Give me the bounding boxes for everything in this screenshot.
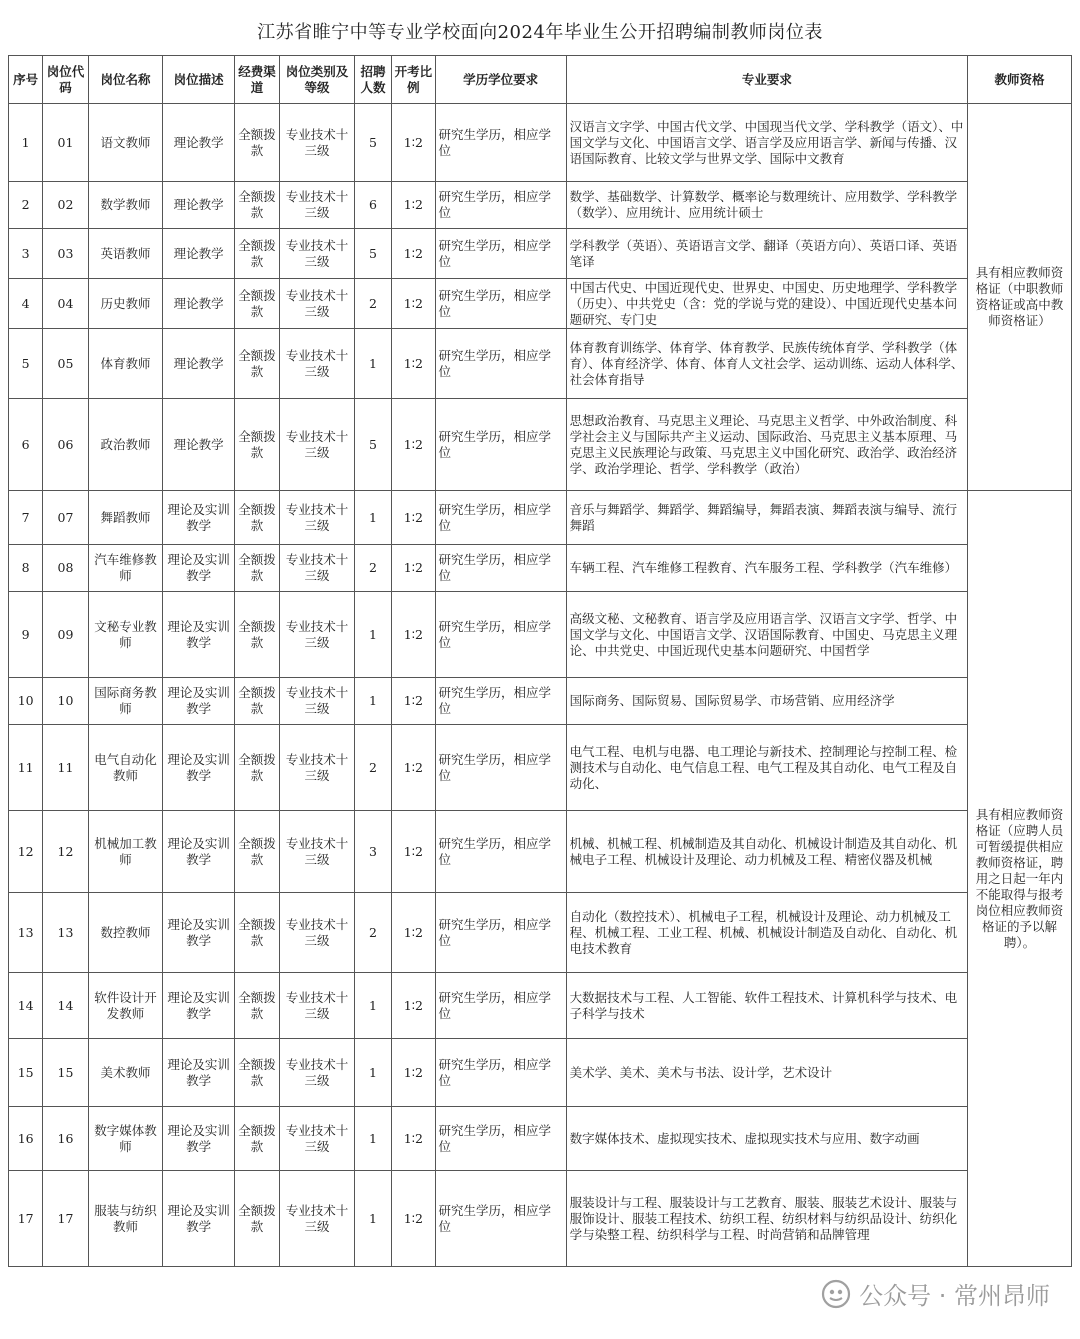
position-code-cell: 10 bbox=[43, 678, 88, 725]
funding-channel-cell: 全额拨款 bbox=[234, 1107, 279, 1171]
major-requirement-cell: 数学、基础数学、计算数学、概率论与数理统计、应用数学、学科教学（数学）、应用统计、应用统计硕士 bbox=[566, 182, 967, 229]
education-requirement-cell: 研究生学历，相应学位 bbox=[435, 725, 566, 811]
funding-channel-cell: 全额拨款 bbox=[234, 182, 279, 229]
education-requirement-cell: 研究生学历，相应学位 bbox=[435, 229, 566, 279]
education-requirement-cell: 研究生学历，相应学位 bbox=[435, 592, 566, 678]
hiring-count-cell: 2 bbox=[354, 725, 391, 811]
table-row bbox=[9, 104, 1072, 182]
hiring-count-cell: 2 bbox=[354, 545, 391, 592]
hiring-count-cell: 1 bbox=[354, 1107, 391, 1171]
major-requirement-cell: 高级文秘、文秘教育、语言学及应用语言学、汉语言文字学、哲学、中国文学与文化、中国语言文学、汉语国际教育、中国史、马克思主义理论、中共党史、中国近现代史基本问题研究、中国哲学 bbox=[566, 592, 967, 678]
position-name-cell: 数学教师 bbox=[88, 182, 163, 229]
header-cell: 岗位名称 bbox=[88, 56, 163, 104]
position-code-cell: 08 bbox=[43, 545, 88, 592]
education-requirement-cell: 研究生学历，相应学位 bbox=[435, 182, 566, 229]
major-requirement-cell: 自动化（数控技术）、机械电子工程，机械设计及理论、动力机械及工程、机械工程、工业工程、机械、机械设计制造及自动化、自动化、机电技术教育 bbox=[566, 893, 967, 973]
position-name-cell: 文秘专业教师 bbox=[88, 592, 163, 678]
major-requirement-cell: 服装设计与工程、服装设计与工艺教育、服装、服装艺术设计、服装与服饰设计、服装工程技术、纺织工程、纺织材料与纺织品设计、纺织化学与染整工程、纺织科学与工程、时尚营销和品牌管理 bbox=[566, 1171, 967, 1267]
major-requirement-cell: 音乐与舞蹈学、舞蹈学、舞蹈编导，舞蹈表演、舞蹈表演与编导、流行舞蹈 bbox=[566, 491, 967, 545]
table-row bbox=[9, 725, 1072, 811]
position-code-cell: 17 bbox=[43, 1171, 88, 1267]
table-row bbox=[9, 811, 1072, 893]
row-number-cell: 2 bbox=[9, 182, 43, 229]
hiring-count-cell: 1 bbox=[354, 1039, 391, 1107]
position-code-cell: 09 bbox=[43, 592, 88, 678]
position-description-cell: 理论教学 bbox=[163, 229, 235, 279]
hiring-count-cell: 1 bbox=[354, 329, 391, 399]
position-name-cell: 电气自动化教师 bbox=[88, 725, 163, 811]
position-category-cell: 专业技术十三级 bbox=[280, 491, 355, 545]
education-requirement-cell: 研究生学历，相应学位 bbox=[435, 545, 566, 592]
header-cell: 专业要求 bbox=[566, 56, 967, 104]
exam-ratio-cell: 1∶2 bbox=[392, 1171, 435, 1267]
row-number-cell: 3 bbox=[9, 229, 43, 279]
major-requirement-cell: 数字媒体技术、虚拟现实技术、虚拟现实技术与应用、数字动画 bbox=[566, 1107, 967, 1171]
position-code-cell: 06 bbox=[43, 399, 88, 491]
header-cell: 学历学位要求 bbox=[435, 56, 566, 104]
education-requirement-cell: 研究生学历，相应学位 bbox=[435, 491, 566, 545]
exam-ratio-cell: 1∶2 bbox=[392, 104, 435, 182]
major-requirement-cell: 中国古代史、中国近现代史、世界史、中国史、历史地理学、学科教学（历史）、中共党史（含：党的学说与党的建设）、中国近现代史基本问题研究、专门史 bbox=[566, 279, 967, 329]
position-code-cell: 04 bbox=[43, 279, 88, 329]
exam-ratio-cell: 1∶2 bbox=[392, 491, 435, 545]
exam-ratio-cell: 1∶2 bbox=[392, 1107, 435, 1171]
row-number-cell: 16 bbox=[9, 1107, 43, 1171]
major-requirement-cell: 体育教育训练学、体育学、体育教学、民族传统体育学、学科教学（体育）、体育经济学、体育、体育人文社会学、运动训练、运动人体科学、社会体育指导 bbox=[566, 329, 967, 399]
funding-channel-cell: 全额拨款 bbox=[234, 811, 279, 893]
position-description-cell: 理论及实训教学 bbox=[163, 678, 235, 725]
watermark-text: 公众号 · 常州昂师 bbox=[859, 1282, 1050, 1310]
position-code-cell: 15 bbox=[43, 1039, 88, 1107]
table-row bbox=[9, 1039, 1072, 1107]
table-row bbox=[9, 973, 1072, 1039]
position-description-cell: 理论及实训教学 bbox=[163, 1171, 235, 1267]
row-number-cell: 10 bbox=[9, 678, 43, 725]
position-code-cell: 02 bbox=[43, 182, 88, 229]
row-number-cell: 15 bbox=[9, 1039, 43, 1107]
education-requirement-cell: 研究生学历，相应学位 bbox=[435, 893, 566, 973]
hiring-count-cell: 5 bbox=[354, 104, 391, 182]
position-name-cell: 政治教师 bbox=[88, 399, 163, 491]
position-description-cell: 理论及实训教学 bbox=[163, 811, 235, 893]
position-name-cell: 数控教师 bbox=[88, 893, 163, 973]
position-description-cell: 理论及实训教学 bbox=[163, 893, 235, 973]
education-requirement-cell: 研究生学历，相应学位 bbox=[435, 678, 566, 725]
position-name-cell: 数字媒体教师 bbox=[88, 1107, 163, 1171]
position-category-cell: 专业技术十三级 bbox=[280, 893, 355, 973]
header-cell: 岗位描述 bbox=[163, 56, 235, 104]
header-cell: 岗位类别及等级 bbox=[280, 56, 355, 104]
position-code-cell: 01 bbox=[43, 104, 88, 182]
table-row bbox=[9, 545, 1072, 592]
exam-ratio-cell: 1∶2 bbox=[392, 1039, 435, 1107]
funding-channel-cell: 全额拨款 bbox=[234, 491, 279, 545]
row-number-cell: 9 bbox=[9, 592, 43, 678]
position-description-cell: 理论及实训教学 bbox=[163, 491, 235, 545]
table-row bbox=[9, 279, 1072, 329]
position-category-cell: 专业技术十三级 bbox=[280, 399, 355, 491]
position-description-cell: 理论教学 bbox=[163, 182, 235, 229]
row-number-cell: 12 bbox=[9, 811, 43, 893]
position-category-cell: 专业技术十三级 bbox=[280, 104, 355, 182]
exam-ratio-cell: 1∶2 bbox=[392, 329, 435, 399]
hiring-count-cell: 2 bbox=[354, 279, 391, 329]
major-requirement-cell: 思想政治教育、马克思主义理论、马克思主义哲学、中外政治制度、科学社会主义与国际共产主义运动、国际政治、马克思主义基本原理、马克思主义民族理论与政策、马克思主义中国化研究、政治学、政治经济学、政治学理论、哲学、学科教学（政治） bbox=[566, 399, 967, 491]
hiring-count-cell: 1 bbox=[354, 592, 391, 678]
funding-channel-cell: 全额拨款 bbox=[234, 973, 279, 1039]
position-category-cell: 专业技术十三级 bbox=[280, 592, 355, 678]
funding-channel-cell: 全额拨款 bbox=[234, 678, 279, 725]
exam-ratio-cell: 1∶2 bbox=[392, 182, 435, 229]
hiring-count-cell: 5 bbox=[354, 399, 391, 491]
table-row bbox=[9, 229, 1072, 279]
funding-channel-cell: 全额拨款 bbox=[234, 545, 279, 592]
funding-channel-cell: 全额拨款 bbox=[234, 229, 279, 279]
hiring-count-cell: 1 bbox=[354, 1171, 391, 1267]
position-name-cell: 历史教师 bbox=[88, 279, 163, 329]
major-requirement-cell: 电气工程、电机与电器、电工理论与新技术、控制理论与控制工程、检测技术与自动化、电气信息工程、电气工程及其自动化、电气工程及自动化、 bbox=[566, 725, 967, 811]
education-requirement-cell: 研究生学历，相应学位 bbox=[435, 973, 566, 1039]
major-requirement-cell: 学科教学（英语）、英语语言文学、翻译（英语方向）、英语口译、英语笔译 bbox=[566, 229, 967, 279]
major-requirement-cell: 美术学、美术、美术与书法、设计学，艺术设计 bbox=[566, 1039, 967, 1107]
row-number-cell: 7 bbox=[9, 491, 43, 545]
position-code-cell: 05 bbox=[43, 329, 88, 399]
position-name-cell: 汽车维修教师 bbox=[88, 545, 163, 592]
page-title: 江苏省睢宁中等专业学校面向2024年毕业生公开招聘编制教师岗位表 bbox=[257, 22, 823, 43]
row-number-cell: 14 bbox=[9, 973, 43, 1039]
header-cell: 岗位代码 bbox=[43, 56, 88, 104]
hiring-count-cell: 1 bbox=[354, 491, 391, 545]
exam-ratio-cell: 1∶2 bbox=[392, 893, 435, 973]
position-description-cell: 理论及实训教学 bbox=[163, 973, 235, 1039]
funding-channel-cell: 全额拨款 bbox=[234, 725, 279, 811]
major-requirement-cell: 机械、机械工程、机械制造及其自动化、机械设计制造及其自动化、机械电子工程、机械设计及理论、动力机械及工程、精密仪器及机械 bbox=[566, 811, 967, 893]
education-requirement-cell: 研究生学历，相应学位 bbox=[435, 1171, 566, 1267]
table-row bbox=[9, 592, 1072, 678]
exam-ratio-cell: 1∶2 bbox=[392, 592, 435, 678]
position-category-cell: 专业技术十三级 bbox=[280, 678, 355, 725]
education-requirement-cell: 研究生学历，相应学位 bbox=[435, 279, 566, 329]
row-number-cell: 8 bbox=[9, 545, 43, 592]
education-requirement-cell: 研究生学历，相应学位 bbox=[435, 811, 566, 893]
row-number-cell: 17 bbox=[9, 1171, 43, 1267]
position-name-cell: 语文教师 bbox=[88, 104, 163, 182]
position-category-cell: 专业技术十三级 bbox=[280, 1039, 355, 1107]
table-row bbox=[9, 399, 1072, 491]
exam-ratio-cell: 1∶2 bbox=[392, 545, 435, 592]
recruitment-table bbox=[8, 55, 1072, 1267]
exam-ratio-cell: 1∶2 bbox=[392, 811, 435, 893]
position-description-cell: 理论及实训教学 bbox=[163, 725, 235, 811]
funding-channel-cell: 全额拨款 bbox=[234, 279, 279, 329]
major-requirement-cell: 国际商务、国际贸易、国际贸易学、市场营销、应用经济学 bbox=[566, 678, 967, 725]
education-requirement-cell: 研究生学历，相应学位 bbox=[435, 329, 566, 399]
table-row bbox=[9, 1171, 1072, 1267]
position-category-cell: 专业技术十三级 bbox=[280, 1107, 355, 1171]
table-row bbox=[9, 1107, 1072, 1171]
position-category-cell: 专业技术十三级 bbox=[280, 973, 355, 1039]
header-cell: 开考比例 bbox=[392, 56, 435, 104]
table-row bbox=[9, 491, 1072, 545]
row-number-cell: 4 bbox=[9, 279, 43, 329]
exam-ratio-cell: 1∶2 bbox=[392, 229, 435, 279]
row-number-cell: 6 bbox=[9, 399, 43, 491]
hiring-count-cell: 2 bbox=[354, 893, 391, 973]
teacher-qualification-cell: 具有相应教师资格证（应聘人员可暂缓提供相应教师资格证，聘用之日起一年内不能取得与报考岗位相应教师资格证的予以解聘）。 bbox=[968, 491, 1072, 1267]
position-description-cell: 理论及实训教学 bbox=[163, 1039, 235, 1107]
position-description-cell: 理论及实训教学 bbox=[163, 1107, 235, 1171]
exam-ratio-cell: 1∶2 bbox=[392, 678, 435, 725]
row-number-cell: 1 bbox=[9, 104, 43, 182]
funding-channel-cell: 全额拨款 bbox=[234, 1171, 279, 1267]
position-category-cell: 专业技术十三级 bbox=[280, 229, 355, 279]
education-requirement-cell: 研究生学历，相应学位 bbox=[435, 399, 566, 491]
position-description-cell: 理论教学 bbox=[163, 279, 235, 329]
position-description-cell: 理论及实训教学 bbox=[163, 592, 235, 678]
position-name-cell: 舞蹈教师 bbox=[88, 491, 163, 545]
exam-ratio-cell: 1∶2 bbox=[392, 973, 435, 1039]
header-cell: 招聘人数 bbox=[354, 56, 391, 104]
education-requirement-cell: 研究生学历，相应学位 bbox=[435, 1039, 566, 1107]
position-description-cell: 理论教学 bbox=[163, 399, 235, 491]
position-code-cell: 13 bbox=[43, 893, 88, 973]
header-cell: 序号 bbox=[9, 56, 43, 104]
funding-channel-cell: 全额拨款 bbox=[234, 329, 279, 399]
hiring-count-cell: 1 bbox=[354, 678, 391, 725]
position-code-cell: 11 bbox=[43, 725, 88, 811]
hiring-count-cell: 1 bbox=[354, 973, 391, 1039]
funding-channel-cell: 全额拨款 bbox=[234, 592, 279, 678]
position-description-cell: 理论教学 bbox=[163, 329, 235, 399]
exam-ratio-cell: 1∶2 bbox=[392, 725, 435, 811]
funding-channel-cell: 全额拨款 bbox=[234, 1039, 279, 1107]
major-requirement-cell: 汉语言文字学、中国古代文学、中国现当代文学、学科教学（语文）、中国文学与文化、中国语言文学、语言学及应用语言学、新闻与传播、汉语国际教育、比较文学与世界文学、国际中文教育 bbox=[566, 104, 967, 182]
position-category-cell: 专业技术十三级 bbox=[280, 725, 355, 811]
position-name-cell: 国际商务教师 bbox=[88, 678, 163, 725]
row-number-cell: 5 bbox=[9, 329, 43, 399]
position-code-cell: 14 bbox=[43, 973, 88, 1039]
position-code-cell: 16 bbox=[43, 1107, 88, 1171]
table-row bbox=[9, 678, 1072, 725]
major-requirement-cell: 大数据技术与工程、人工智能、软件工程技术、计算机科学与技术、电子科学与技术 bbox=[566, 973, 967, 1039]
major-requirement-cell: 车辆工程、汽车维修工程教育、汽车服务工程、学科教学（汽车维修） bbox=[566, 545, 967, 592]
position-name-cell: 服装与纺织教师 bbox=[88, 1171, 163, 1267]
education-requirement-cell: 研究生学历，相应学位 bbox=[435, 1107, 566, 1171]
position-category-cell: 专业技术十三级 bbox=[280, 279, 355, 329]
header-cell: 教师资格 bbox=[968, 56, 1072, 104]
funding-channel-cell: 全额拨款 bbox=[234, 893, 279, 973]
education-requirement-cell: 研究生学历，相应学位 bbox=[435, 104, 566, 182]
header-cell: 经费渠道 bbox=[234, 56, 279, 104]
row-number-cell: 13 bbox=[9, 893, 43, 973]
position-category-cell: 专业技术十三级 bbox=[280, 811, 355, 893]
funding-channel-cell: 全额拨款 bbox=[234, 399, 279, 491]
row-number-cell: 11 bbox=[9, 725, 43, 811]
exam-ratio-cell: 1∶2 bbox=[392, 399, 435, 491]
funding-channel-cell: 全额拨款 bbox=[234, 104, 279, 182]
position-name-cell: 英语教师 bbox=[88, 229, 163, 279]
exam-ratio-cell: 1∶2 bbox=[392, 279, 435, 329]
position-name-cell: 机械加工教师 bbox=[88, 811, 163, 893]
position-code-cell: 03 bbox=[43, 229, 88, 279]
position-category-cell: 专业技术十三级 bbox=[280, 1171, 355, 1267]
hiring-count-cell: 3 bbox=[354, 811, 391, 893]
header-row bbox=[9, 56, 1072, 104]
position-code-cell: 07 bbox=[43, 491, 88, 545]
table-row bbox=[9, 329, 1072, 399]
table-row bbox=[9, 182, 1072, 229]
table-row bbox=[9, 893, 1072, 973]
position-category-cell: 专业技术十三级 bbox=[280, 182, 355, 229]
teacher-qualification-cell: 具有相应教师资格证（中职教师资格证或高中教师资格证） bbox=[968, 104, 1072, 491]
watermark bbox=[821, 1276, 1050, 1311]
position-category-cell: 专业技术十三级 bbox=[280, 545, 355, 592]
position-name-cell: 美术教师 bbox=[88, 1039, 163, 1107]
position-name-cell: 软件设计开发教师 bbox=[88, 973, 163, 1039]
position-category-cell: 专业技术十三级 bbox=[280, 329, 355, 399]
position-name-cell: 体育教师 bbox=[88, 329, 163, 399]
position-description-cell: 理论教学 bbox=[163, 104, 235, 182]
position-description-cell: 理论及实训教学 bbox=[163, 545, 235, 592]
hiring-count-cell: 6 bbox=[354, 182, 391, 229]
hiring-count-cell: 5 bbox=[354, 229, 391, 279]
position-code-cell: 12 bbox=[43, 811, 88, 893]
wechat-official-account-icon bbox=[821, 1279, 851, 1309]
